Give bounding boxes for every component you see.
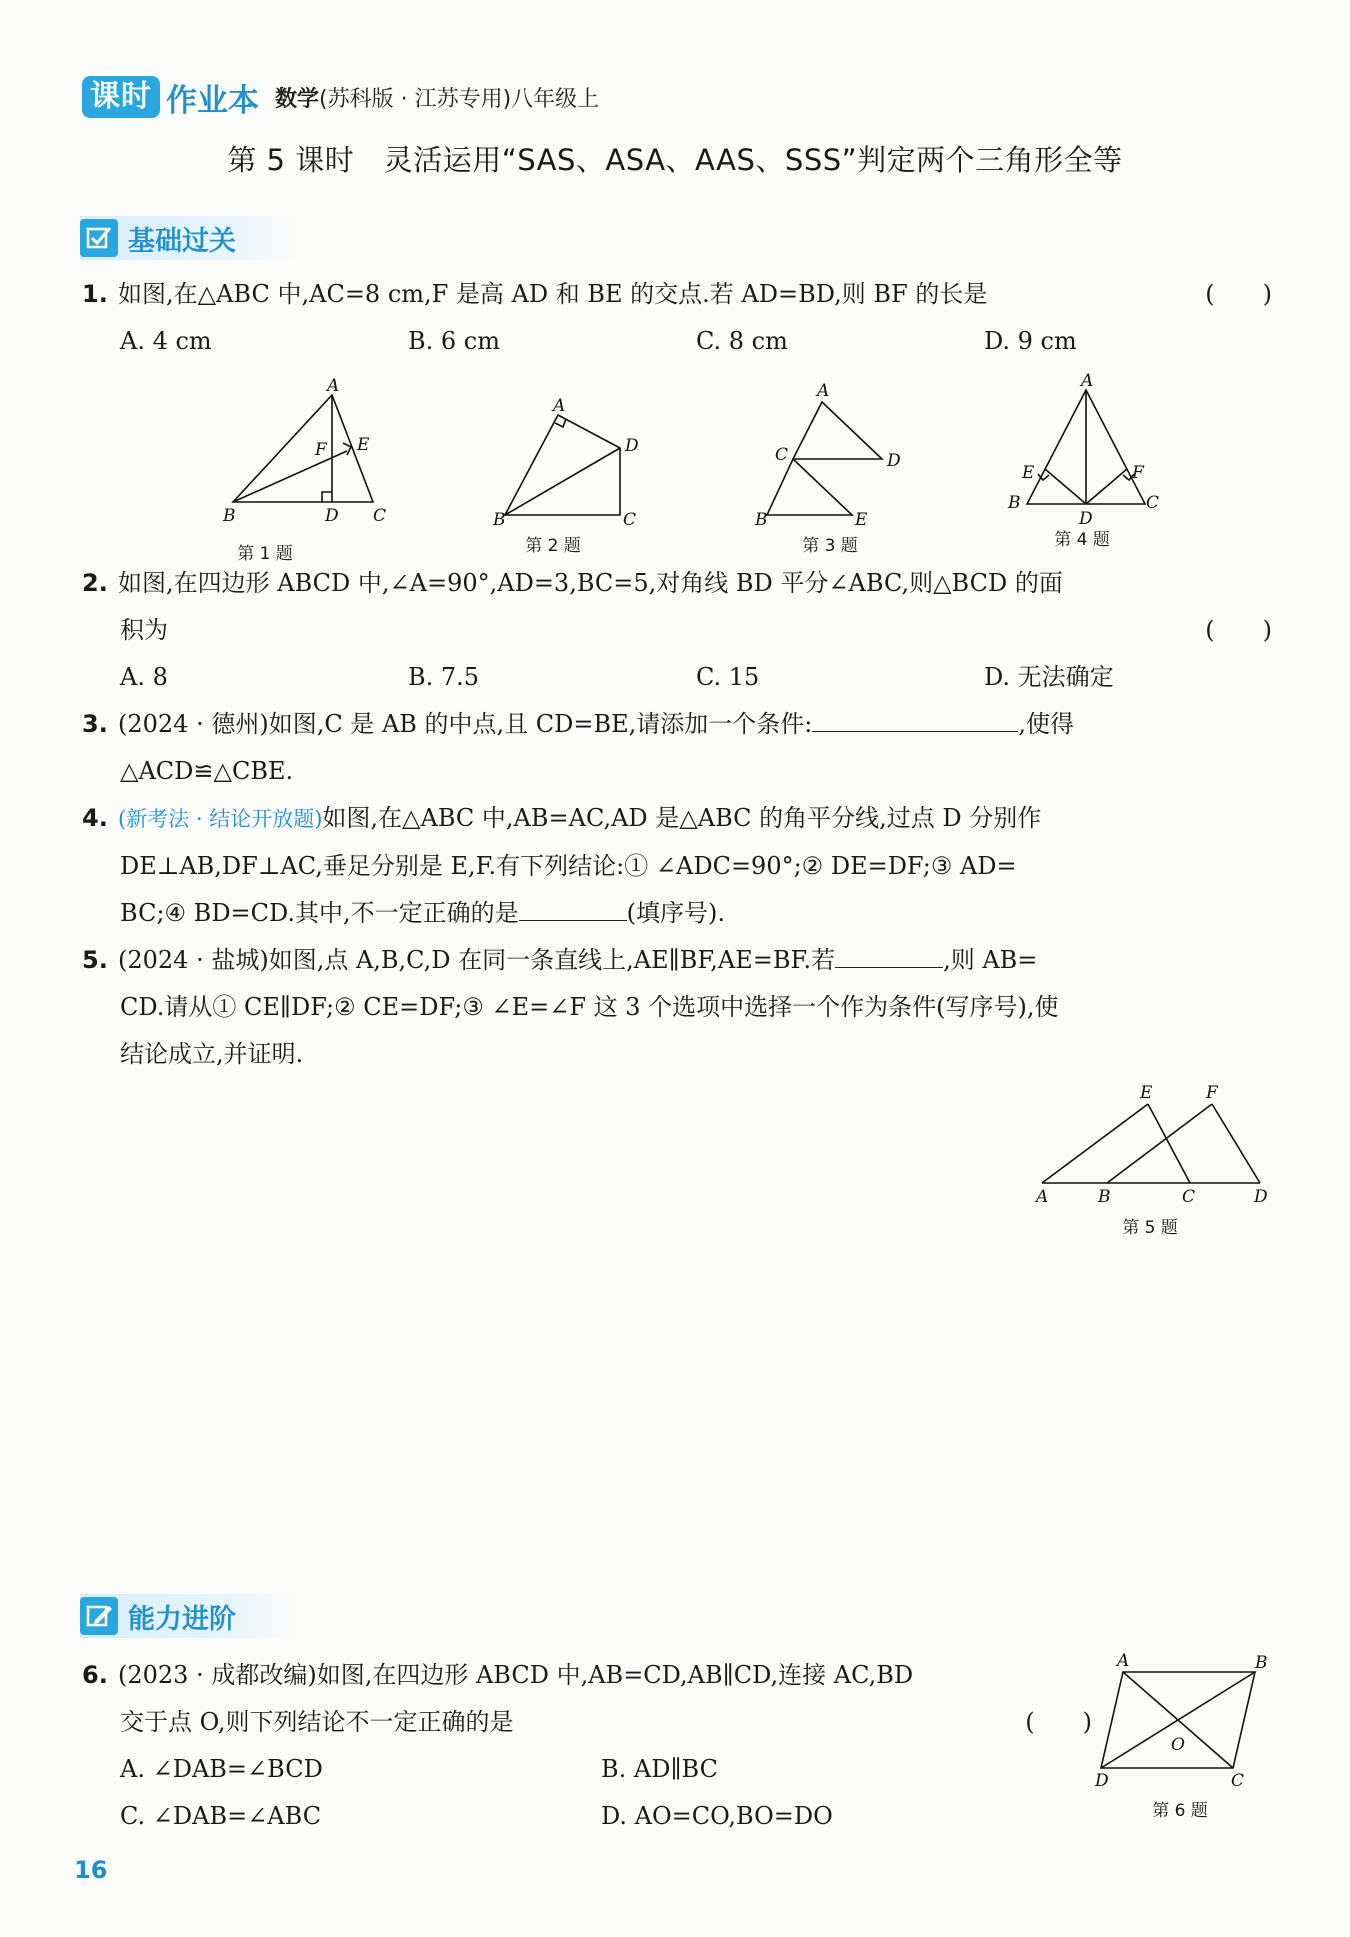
label-D: D	[1095, 1771, 1109, 1790]
figure-2-diagram	[485, 385, 655, 535]
question-text-line2: 积为	[120, 616, 168, 644]
question-text-line3: 结论成立,并证明.	[120, 1040, 304, 1068]
label-B: B	[1255, 1653, 1268, 1673]
brand-logo	[82, 75, 259, 120]
answer-blank[interactable]	[812, 701, 1018, 732]
label-D: D	[325, 506, 339, 526]
label-B: B	[1098, 1187, 1111, 1205]
question-text-line1: 如图,在△ABC 中,AB=AC,AD 是△ABC 的角平分线,过点 D 分别作	[322, 804, 1042, 832]
label-A: A	[1117, 1651, 1130, 1671]
label-A: A	[817, 381, 830, 401]
question-line2	[82, 607, 1272, 654]
label-F: F	[315, 440, 327, 460]
figure-caption: 第 5 题	[1122, 1218, 1178, 1238]
question-line3	[82, 890, 1272, 937]
figure-4-diagram	[1000, 372, 1170, 535]
logo-main: 课时	[82, 76, 160, 118]
page-header	[82, 72, 599, 122]
option-a: A. ∠DAB=∠BCD	[120, 1755, 323, 1783]
logo-sub: 作业本	[166, 82, 259, 119]
options	[82, 1746, 1082, 1793]
question-6	[82, 1652, 1092, 1840]
label-B: B	[755, 510, 768, 530]
question-text-line1b: ,则 AB=	[943, 946, 1038, 974]
question-text: 如图,在△ABC 中,AC=8 cm,F 是高 AD 和 BE 的交点.若 AD=BD,则 BF 的长是	[118, 280, 988, 308]
question-number: 5.	[82, 946, 108, 974]
figure-5-diagram	[1030, 1080, 1270, 1205]
figure-3-diagram	[745, 380, 915, 535]
label-D: D	[887, 451, 901, 471]
section-advanced	[80, 1594, 296, 1638]
label-C: C	[623, 510, 637, 530]
figure-1-diagram	[215, 375, 395, 535]
option-c: C. ∠DAB=∠ABC	[120, 1802, 322, 1830]
label-D: D	[625, 436, 639, 456]
question-text-line2: DE⊥AB,DF⊥AC,垂足分别是 E,F.有下列结论:① ∠ADC=90°;② DE=DF;③ AD=	[120, 852, 1017, 880]
lesson-title: 第 5 课时 灵活运用“SAS、ASA、AAS、SSS”判定两个三角形全等	[227, 143, 1123, 177]
label-E: E	[1140, 1083, 1153, 1103]
option-c: C. 8 cm	[696, 327, 788, 355]
label-D: D	[1254, 1187, 1268, 1205]
question-text-line1: (2023 · 成都改编)如图,在四边形 ABCD 中,AB=CD,AB∥CD,连接 AC,BD	[118, 1661, 914, 1689]
label-C: C	[1182, 1187, 1196, 1205]
option-b: B. 6 cm	[408, 327, 500, 355]
figure-1	[215, 375, 395, 564]
label-F: F	[1206, 1083, 1218, 1103]
question-4	[82, 795, 1272, 937]
figure-4	[1000, 372, 1170, 550]
question-tag: (新考法 · 结论开放题)	[118, 807, 323, 831]
question-3	[82, 701, 1272, 795]
answer-blank[interactable]	[519, 890, 627, 921]
label-D: D	[1079, 509, 1093, 529]
label-A: A	[1036, 1187, 1049, 1205]
option-a: A. 8	[120, 663, 168, 691]
label-C: C	[775, 445, 789, 465]
figure-6-diagram	[1085, 1650, 1275, 1790]
label-A: A	[1081, 372, 1094, 391]
label-E: E	[1022, 463, 1035, 483]
question-text-line2: CD.请从① CE∥DF;② CE=DF;③ ∠E=∠F 这 3 个选项中选择一个作为条件(写序号),使	[120, 993, 1059, 1021]
question-text-line3b: (填序号).	[626, 899, 726, 927]
label-E: E	[357, 435, 370, 455]
question-2	[82, 560, 1272, 701]
label-B: B	[493, 510, 506, 530]
option-d: D. 无法确定	[984, 663, 1114, 691]
options	[82, 1793, 1082, 1840]
figure-caption: 第 6 题	[1152, 1801, 1208, 1821]
option-b: B. AD∥BC	[601, 1755, 718, 1783]
question-text-line1a: (2024 · 盐城)如图,点 A,B,C,D 在同一条直线上,AE∥BF,AE=BF.若	[118, 946, 836, 974]
checkbox-icon	[80, 219, 118, 257]
label-A: A	[327, 376, 340, 396]
question-text-line2: 交于点 O,则下列结论不一定正确的是	[120, 1708, 514, 1736]
subject-bold: 数学	[275, 86, 320, 112]
label-B: B	[223, 506, 236, 526]
pencil-icon	[80, 1597, 118, 1635]
option-d: D. 9 cm	[984, 327, 1077, 355]
figure-caption: 第 3 题	[802, 536, 858, 556]
question-text-a: (2024 · 德州)如图,C 是 AB 的中点,且 CD=BE,请添加一个条件:	[118, 710, 813, 738]
figure-6	[1085, 1650, 1275, 1821]
question-text-line1: 如图,在四边形 ABCD 中,∠A=90°,AD=3,BC=5,对角线 BD 平分∠ABC,则△BCD 的面	[118, 569, 1063, 597]
option-d: D. AO=CO,BO=DO	[601, 1802, 833, 1830]
figure-caption: 第 4 题	[1054, 530, 1110, 550]
question-number: 4.	[82, 804, 108, 832]
option-b: B. 7.5	[408, 663, 480, 691]
option-c: C. 15	[696, 663, 760, 691]
answer-space[interactable]	[82, 1240, 1272, 1570]
section-advanced-label: 能力进阶	[128, 1603, 236, 1635]
label-E: E	[855, 510, 868, 530]
answer-parentheses: ( )	[1025, 1708, 1092, 1736]
options	[82, 654, 1272, 701]
answer-blank[interactable]	[835, 937, 943, 968]
figure-caption: 第 1 题	[237, 544, 293, 564]
question-number: 1.	[82, 280, 108, 308]
question-text-b: ,使得	[1018, 710, 1075, 738]
section-basic	[80, 216, 296, 260]
question-text-line2: △ACD≌△CBE.	[120, 757, 294, 785]
option-a: A. 4 cm	[120, 327, 212, 355]
question-number: 3.	[82, 710, 108, 738]
question-number: 2.	[82, 569, 108, 597]
page-number: 16	[74, 1856, 108, 1884]
label-C: C	[373, 506, 387, 526]
label-A: A	[553, 396, 566, 416]
figure-3	[745, 380, 915, 556]
label-C: C	[1231, 1771, 1245, 1790]
question-text-line3a: BC;④ BD=CD.其中,不一定正确的是	[120, 899, 519, 927]
figure-caption: 第 2 题	[525, 536, 581, 556]
subject-rest: (苏科版 · 江苏专用)八年级上	[319, 86, 600, 112]
figure-5	[1030, 1080, 1270, 1238]
label-O: O	[1171, 1735, 1185, 1755]
options	[82, 318, 1272, 365]
figure-2	[485, 385, 655, 556]
subject-line	[275, 82, 599, 113]
label-C: C	[1146, 493, 1160, 513]
label-B: B	[1008, 493, 1021, 513]
answer-parentheses: ( )	[1205, 616, 1272, 644]
answer-parentheses: ( )	[1205, 280, 1272, 308]
question-line2	[82, 1699, 1092, 1746]
section-basic-label: 基础过关	[128, 225, 236, 257]
question-5	[82, 937, 1272, 1078]
question-1	[82, 271, 1272, 365]
label-F: F	[1132, 463, 1144, 483]
question-number: 6.	[82, 1661, 108, 1689]
